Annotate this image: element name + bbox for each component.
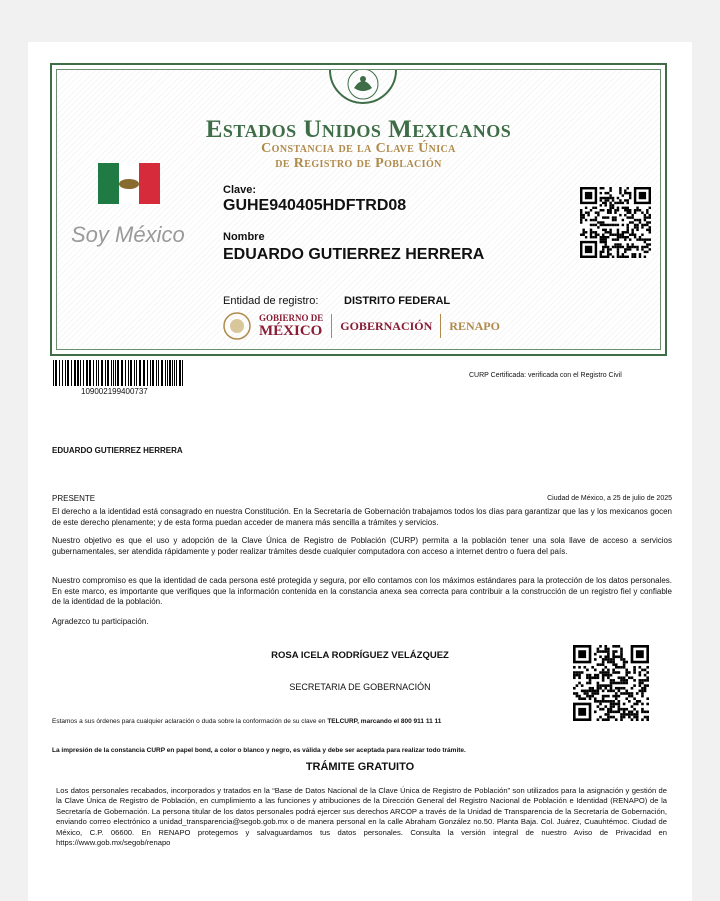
entidad-value: DISTRITO FEDERAL xyxy=(344,295,451,307)
certificate-frame xyxy=(56,69,661,350)
letter-paragraph-2: Nuestro objetivo es que el uso y adopción de la Clave Única de Registro de Población (CURP) permita a la población tener una sola llave de acceso a servicios gubernamentales, ser atendida rápidamente y poder realizar trámites desde cualquier computadora con acceso a internet dentro o fuera del país. xyxy=(52,536,672,556)
signature-qr-code-icon xyxy=(573,645,649,721)
logo-divider xyxy=(331,314,332,338)
gobierno-seal-icon xyxy=(223,312,251,340)
privacy-notice: Los datos personales recabados, incorporados y tratados en la “Base de Datos Nacional de la Clave Única de Registro de Población” son utilizados para la asignación y gestión de la Clave Única de Registro de Población, en cumplimiento a las funciones y atribuciones de la Dirección General del Registro Nacional de Población e Identidad (RENAPO) de la Secretaría de Gobernación. La persona titular de los datos personales podrá ejercer sus derechos ARCOP a través de la Unidad de Transparencia de la Secretaría de Gobernación, enviando correo electrónico a unidad_transparencia@segob.gob.mx o de manera personal en la calle Abraham González no.50. Planta Baja. Col. Juárez, Cuauhtémoc. Ciudad de México, C.P. 06600. En RENAPO protegemos y salvaguardamos tus datos personales. Consulta la versión integral de nuestro Aviso de Privacidad en https://www.gob.mx/segob/renapo xyxy=(56,786,667,848)
entidad-label: Entidad de registro: xyxy=(223,295,319,307)
barcode-number: 109002199400737 xyxy=(81,387,148,396)
tramite-gratuito: TRÁMITE GRATUITO xyxy=(305,761,415,773)
nombre-value: EDUARDO GUTIERREZ HERRERA xyxy=(223,246,485,263)
gobierno-de-mexico-logo: GOBIERNO DE MÉXICO xyxy=(259,312,324,339)
letter-paragraph-4: Agradezco tu participación. xyxy=(52,617,149,626)
letter-paragraph-3: Nuestro compromiso es que la identidad de cada persona esté protegida y segura, por ello contamos con los máximos estándares para la protección de los datos personales. En este marco, es importante que verifiques que la información contenida en la constancia anexa sea correcta para contribuir a la construcción de un registro fiel y confiable de la identidad de la población. xyxy=(52,576,672,606)
letter-recipient: EDUARDO GUTIERREZ HERRERA xyxy=(52,446,183,455)
letter-presente: PRESENTE xyxy=(52,494,96,503)
clave-value: GUHE940405HDFTRD08 xyxy=(223,197,407,214)
barcode-icon xyxy=(53,360,184,386)
gobernacion-logo: GOBERNACIÓN xyxy=(340,318,433,333)
certificate-subtitle-2: de Registro de Población xyxy=(275,156,442,171)
letter-date: Ciudad de México, a 25 de julio de 2025 xyxy=(547,495,672,502)
logo-divider xyxy=(440,314,441,338)
soy-mexico-text: Soy México xyxy=(71,222,185,247)
mexico-flag-icon xyxy=(98,163,160,204)
letter-paragraph-1: El derecho a la identidad está consagrado en nuestra Constitución. En la Secretaría de Gobernación trabajamos todos los días para garantizar que las y los mexicanos gocen de este derecho plenamente; y de esta forma puedan acceder de manera más sencilla a trámites y servicios. xyxy=(52,507,672,527)
country-title: Estados Unidos Mexicanos xyxy=(205,116,512,143)
signer-name: ROSA ICELA RODRÍGUEZ VELÁZQUEZ xyxy=(271,650,449,661)
contact-note: Estamos a sus órdenes para cualquier aclaración o duda sobre la conformación de su clave en TELCURP, marcando el 800 911 11 11 xyxy=(52,718,442,725)
renapo-logo: RENAPO xyxy=(449,318,500,333)
national-seal-icon xyxy=(326,70,400,110)
curp-certificate xyxy=(50,63,667,356)
government-logos xyxy=(223,311,500,341)
certificate-subtitle-1: Constancia de la Clave Única xyxy=(261,141,456,156)
certification-note: CURP Certificada: verificada con el Registro Civil xyxy=(469,372,622,379)
clave-label: Clave: xyxy=(223,184,257,196)
certificate-qr-code-icon xyxy=(580,187,651,258)
nombre-label: Nombre xyxy=(223,231,265,243)
impresion-note: La impresión de la constancia CURP en papel bond, a color o blanco y negro, es válida y debe ser aceptada para realizar todo trámite. xyxy=(52,747,466,754)
signer-title: SECRETARIA DE GOBERNACIÓN xyxy=(289,682,431,692)
